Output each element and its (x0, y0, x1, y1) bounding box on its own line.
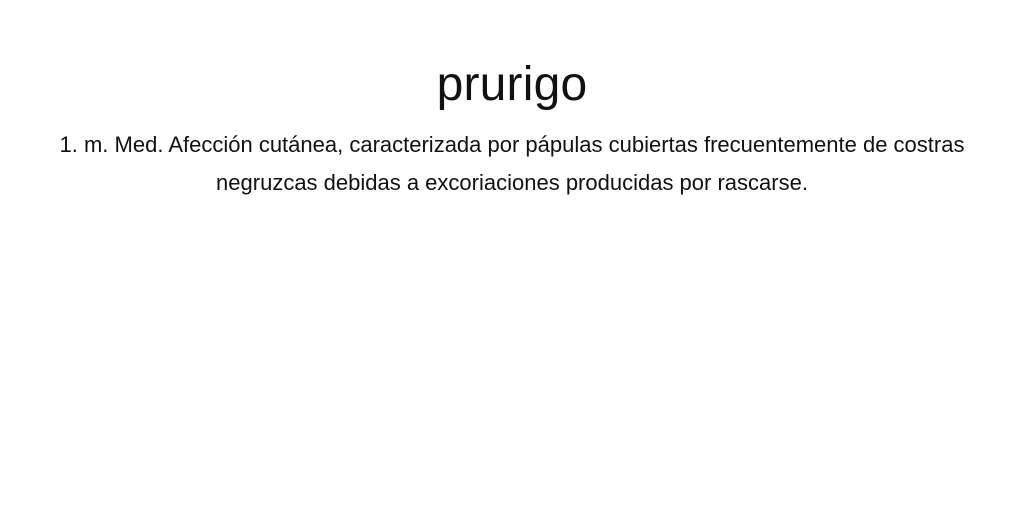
headword: prurigo (436, 58, 588, 111)
dictionary-entry (0, 0, 1024, 202)
definition: 1. m. Med. Afección cutánea, caracterizada por pápulas cubiertas frecuentemente de costras negruzcas debidas a excoriaciones producidas por rascarse. (59, 132, 965, 195)
